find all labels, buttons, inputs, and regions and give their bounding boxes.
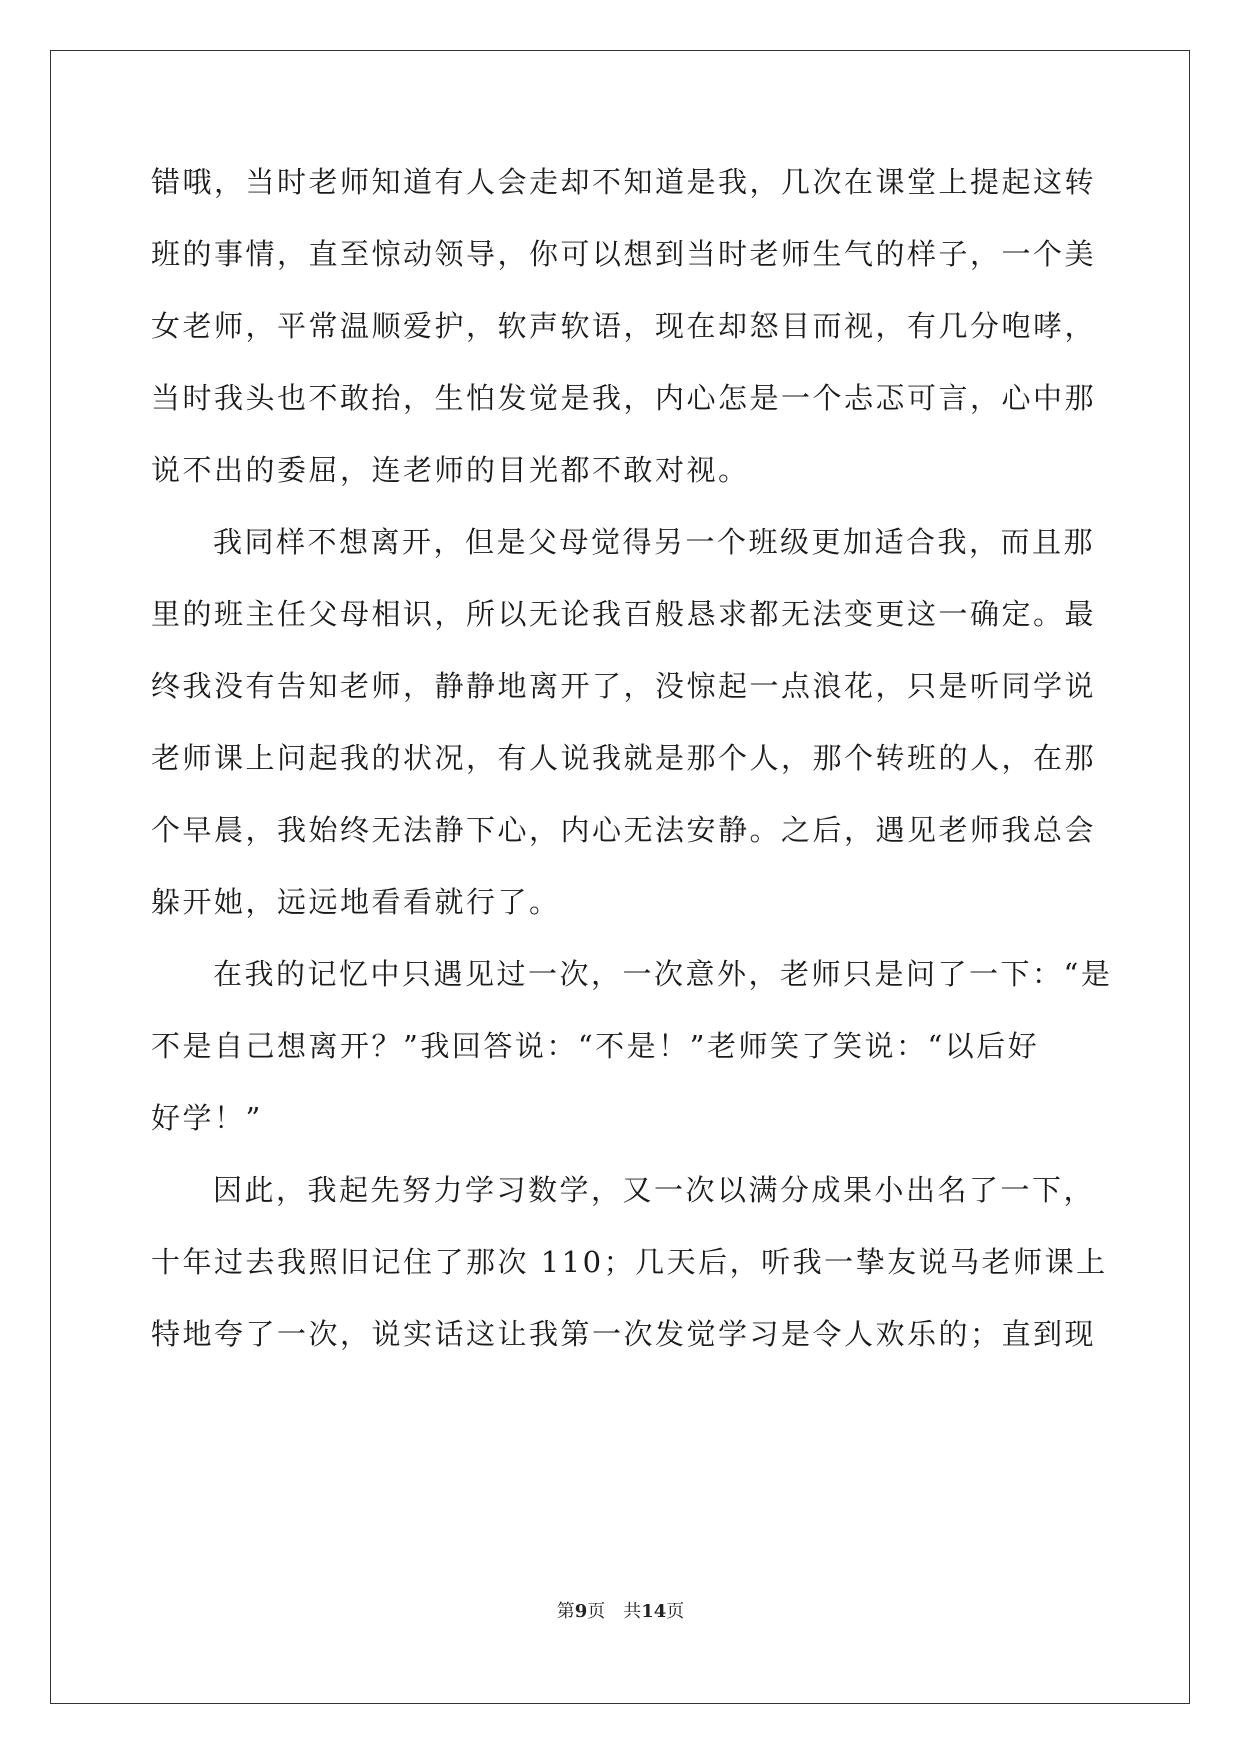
- text-line: 说不出的委屈，连老师的目光都不敢对视。: [151, 453, 750, 487]
- text-line: 班的事情，直至惊动领导，你可以想到当时老师生气的样子，一个美: [151, 237, 1097, 271]
- total-prefix: 共: [623, 1601, 642, 1622]
- text-line: 当时我头也不敢抬，生怕发觉是我，内心怎是一个忐忑可言，心中那: [151, 381, 1097, 415]
- text-line: 里的班主任父母相识，所以无论我百般恳求都无法变更这一确定。最: [151, 597, 1097, 631]
- page-number-footer: [0, 1600, 1241, 1624]
- text-line: 在我的记忆中只遇见过一次，一次意外，老师只是问了一下：“是: [213, 957, 1113, 991]
- total-page-count: 14: [641, 1601, 667, 1622]
- text-line: 错哦，当时老师知道有人会走却不知道是我，几次在课堂上提起这转: [151, 165, 1097, 199]
- paragraph-1: [151, 154, 1097, 514]
- text-line: 因此，我起先努力学习数学，又一次以满分成果小出名了一下，: [213, 1173, 1096, 1207]
- text-line: 女老师，平常温顺爱护，软声软语，现在却怒目而视，有几分咆哮，: [151, 309, 1097, 343]
- document-body: [151, 154, 1113, 1378]
- text-line: 不是自己想离开？”我回答说：“不是！”老师笑了笑说：“以后好: [151, 1029, 1040, 1063]
- paragraph-3: [151, 946, 1113, 1162]
- text-line: 个早晨，我始终无法静下心，内心无法安静。之后，遇见老师我总会: [151, 813, 1097, 847]
- paragraph-2: [151, 514, 1097, 946]
- current-page-number: 9: [574, 1601, 588, 1622]
- text-line: 躲开她，远远地看看就行了。: [151, 885, 561, 919]
- total-suffix: 页: [666, 1601, 685, 1622]
- text-line: 好学！”: [151, 1101, 263, 1135]
- text-line: 我同样不想离开，但是父母觉得另一个班级更加适合我，而且那: [213, 525, 1096, 559]
- page-prefix: 第: [556, 1601, 575, 1622]
- paragraph-4: [151, 1162, 1108, 1378]
- text-line: 终我没有告知老师，静静地离开了，没惊起一点浪花，只是听同学说: [151, 669, 1097, 703]
- text-line: 十年过去我照旧记住了那次 110；几天后，听我一挚友说马老师课上: [151, 1245, 1108, 1279]
- text-line: 老师课上问起我的状况，有人说我就是那个人，那个转班的人，在那: [151, 741, 1097, 775]
- page-suffix: 页: [587, 1601, 606, 1622]
- text-line: 特地夸了一次，说实话这让我第一次发觉学习是令人欢乐的；直到现: [151, 1317, 1097, 1351]
